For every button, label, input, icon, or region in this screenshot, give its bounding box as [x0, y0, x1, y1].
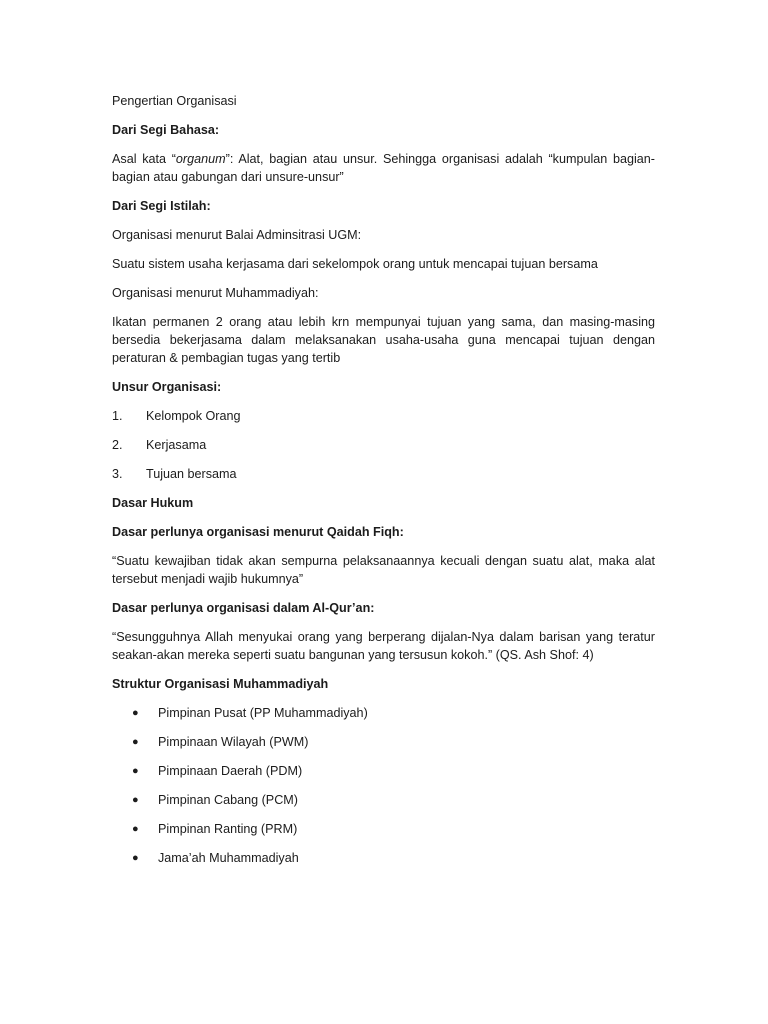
- ugm-label: Organisasi menurut Balai Adminsitrasi UGM:: [112, 228, 362, 242]
- segi-istilah-heading: Dari Segi Istilah:: [112, 199, 211, 213]
- unsur-heading: Unsur Organisasi:: [112, 380, 222, 394]
- list-item-text: Pimpinan Cabang (PCM): [158, 793, 298, 807]
- muhammadiyah-label: Organisasi menurut Muhammadiyah:: [112, 286, 319, 300]
- list-item: [112, 762, 655, 780]
- list-item-text: Pimpinaan Daerah (PDM): [158, 764, 303, 778]
- list-item-text: Kerjasama: [146, 438, 207, 452]
- dasar-hukum-heading: Dasar Hukum: [112, 496, 194, 510]
- segi-bahasa-text-before: Asal kata “: [112, 152, 176, 166]
- list-item: [112, 791, 655, 809]
- list-item-text: Pimpinan Pusat (PP Muhammadiyah): [158, 706, 368, 720]
- unsur-list: [112, 407, 655, 483]
- bullet-icon: ●: [132, 823, 139, 835]
- muhammadiyah-definition: Ikatan permanen 2 orang atau lebih krn mempunyai tujuan yang sama, dan masing-masing bersedia bekerjasama dalam melaksanakan usaha-usaha guna mencapai tujuan dengan peraturan & pembagian tugas yang tertib: [112, 315, 655, 365]
- segi-bahasa-paragraph: [112, 150, 655, 186]
- ugm-definition: Suatu sistem usaha kerjasama dari sekelompok orang untuk mencapai tujuan bersama: [112, 257, 598, 271]
- document-title: Pengertian Organisasi: [112, 94, 237, 108]
- bullet-icon: ●: [132, 794, 139, 806]
- struktur-heading: Struktur Organisasi Muhammadiyah: [112, 677, 329, 691]
- list-item-text: Tujuan bersama: [146, 467, 237, 481]
- list-item: [112, 407, 655, 425]
- document-page: [112, 92, 655, 867]
- qaidah-fiqh-heading: Dasar perlunya organisasi menurut Qaidah Fiqh:: [112, 525, 404, 539]
- list-item: [112, 465, 655, 483]
- al-quran-quote: “Sesungguhnya Allah menyukai orang yang berperang dijalan-Nya dalam barisan yang teratur seakan-akan mereka seperti suatu bangunan yang tersusun kokoh.” (QS. Ash Shof: 4): [112, 630, 655, 662]
- list-item-text: Pimpinaan Wilayah (PWM): [158, 735, 309, 749]
- bullet-icon: ●: [132, 765, 139, 777]
- segi-bahasa-text-after: ”: Alat, bagian atau unsur. Sehingga organisasi adalah “kumpulan bagian-bagian atau gabungan dari unsure-unsur”: [112, 152, 655, 184]
- list-item: [112, 436, 655, 454]
- bullet-icon: ●: [132, 852, 139, 864]
- list-item-number: 3.: [112, 467, 123, 481]
- list-item: [112, 704, 655, 722]
- segi-bahasa-heading: Dari Segi Bahasa:: [112, 123, 220, 137]
- segi-bahasa-term: organum: [175, 152, 226, 166]
- struktur-list: [112, 704, 655, 867]
- list-item-text: Kelompok Orang: [146, 409, 241, 423]
- list-item: [112, 820, 655, 838]
- list-item-text: Pimpinan Ranting (PRM): [158, 822, 298, 836]
- list-item: [112, 849, 655, 867]
- bullet-icon: ●: [132, 736, 139, 748]
- qaidah-fiqh-quote: “Suatu kewajiban tidak akan sempurna pelaksanaannya kecuali dengan suatu alat, maka alat tersebut menjadi wajib hukumnya”: [112, 554, 655, 586]
- bullet-icon: ●: [132, 707, 139, 719]
- list-item-number: 1.: [112, 409, 123, 423]
- list-item-number: 2.: [112, 438, 123, 452]
- list-item-text: Jama’ah Muhammadiyah: [158, 851, 299, 865]
- al-quran-heading: Dasar perlunya organisasi dalam Al-Qur’an:: [112, 601, 375, 615]
- list-item: [112, 733, 655, 751]
